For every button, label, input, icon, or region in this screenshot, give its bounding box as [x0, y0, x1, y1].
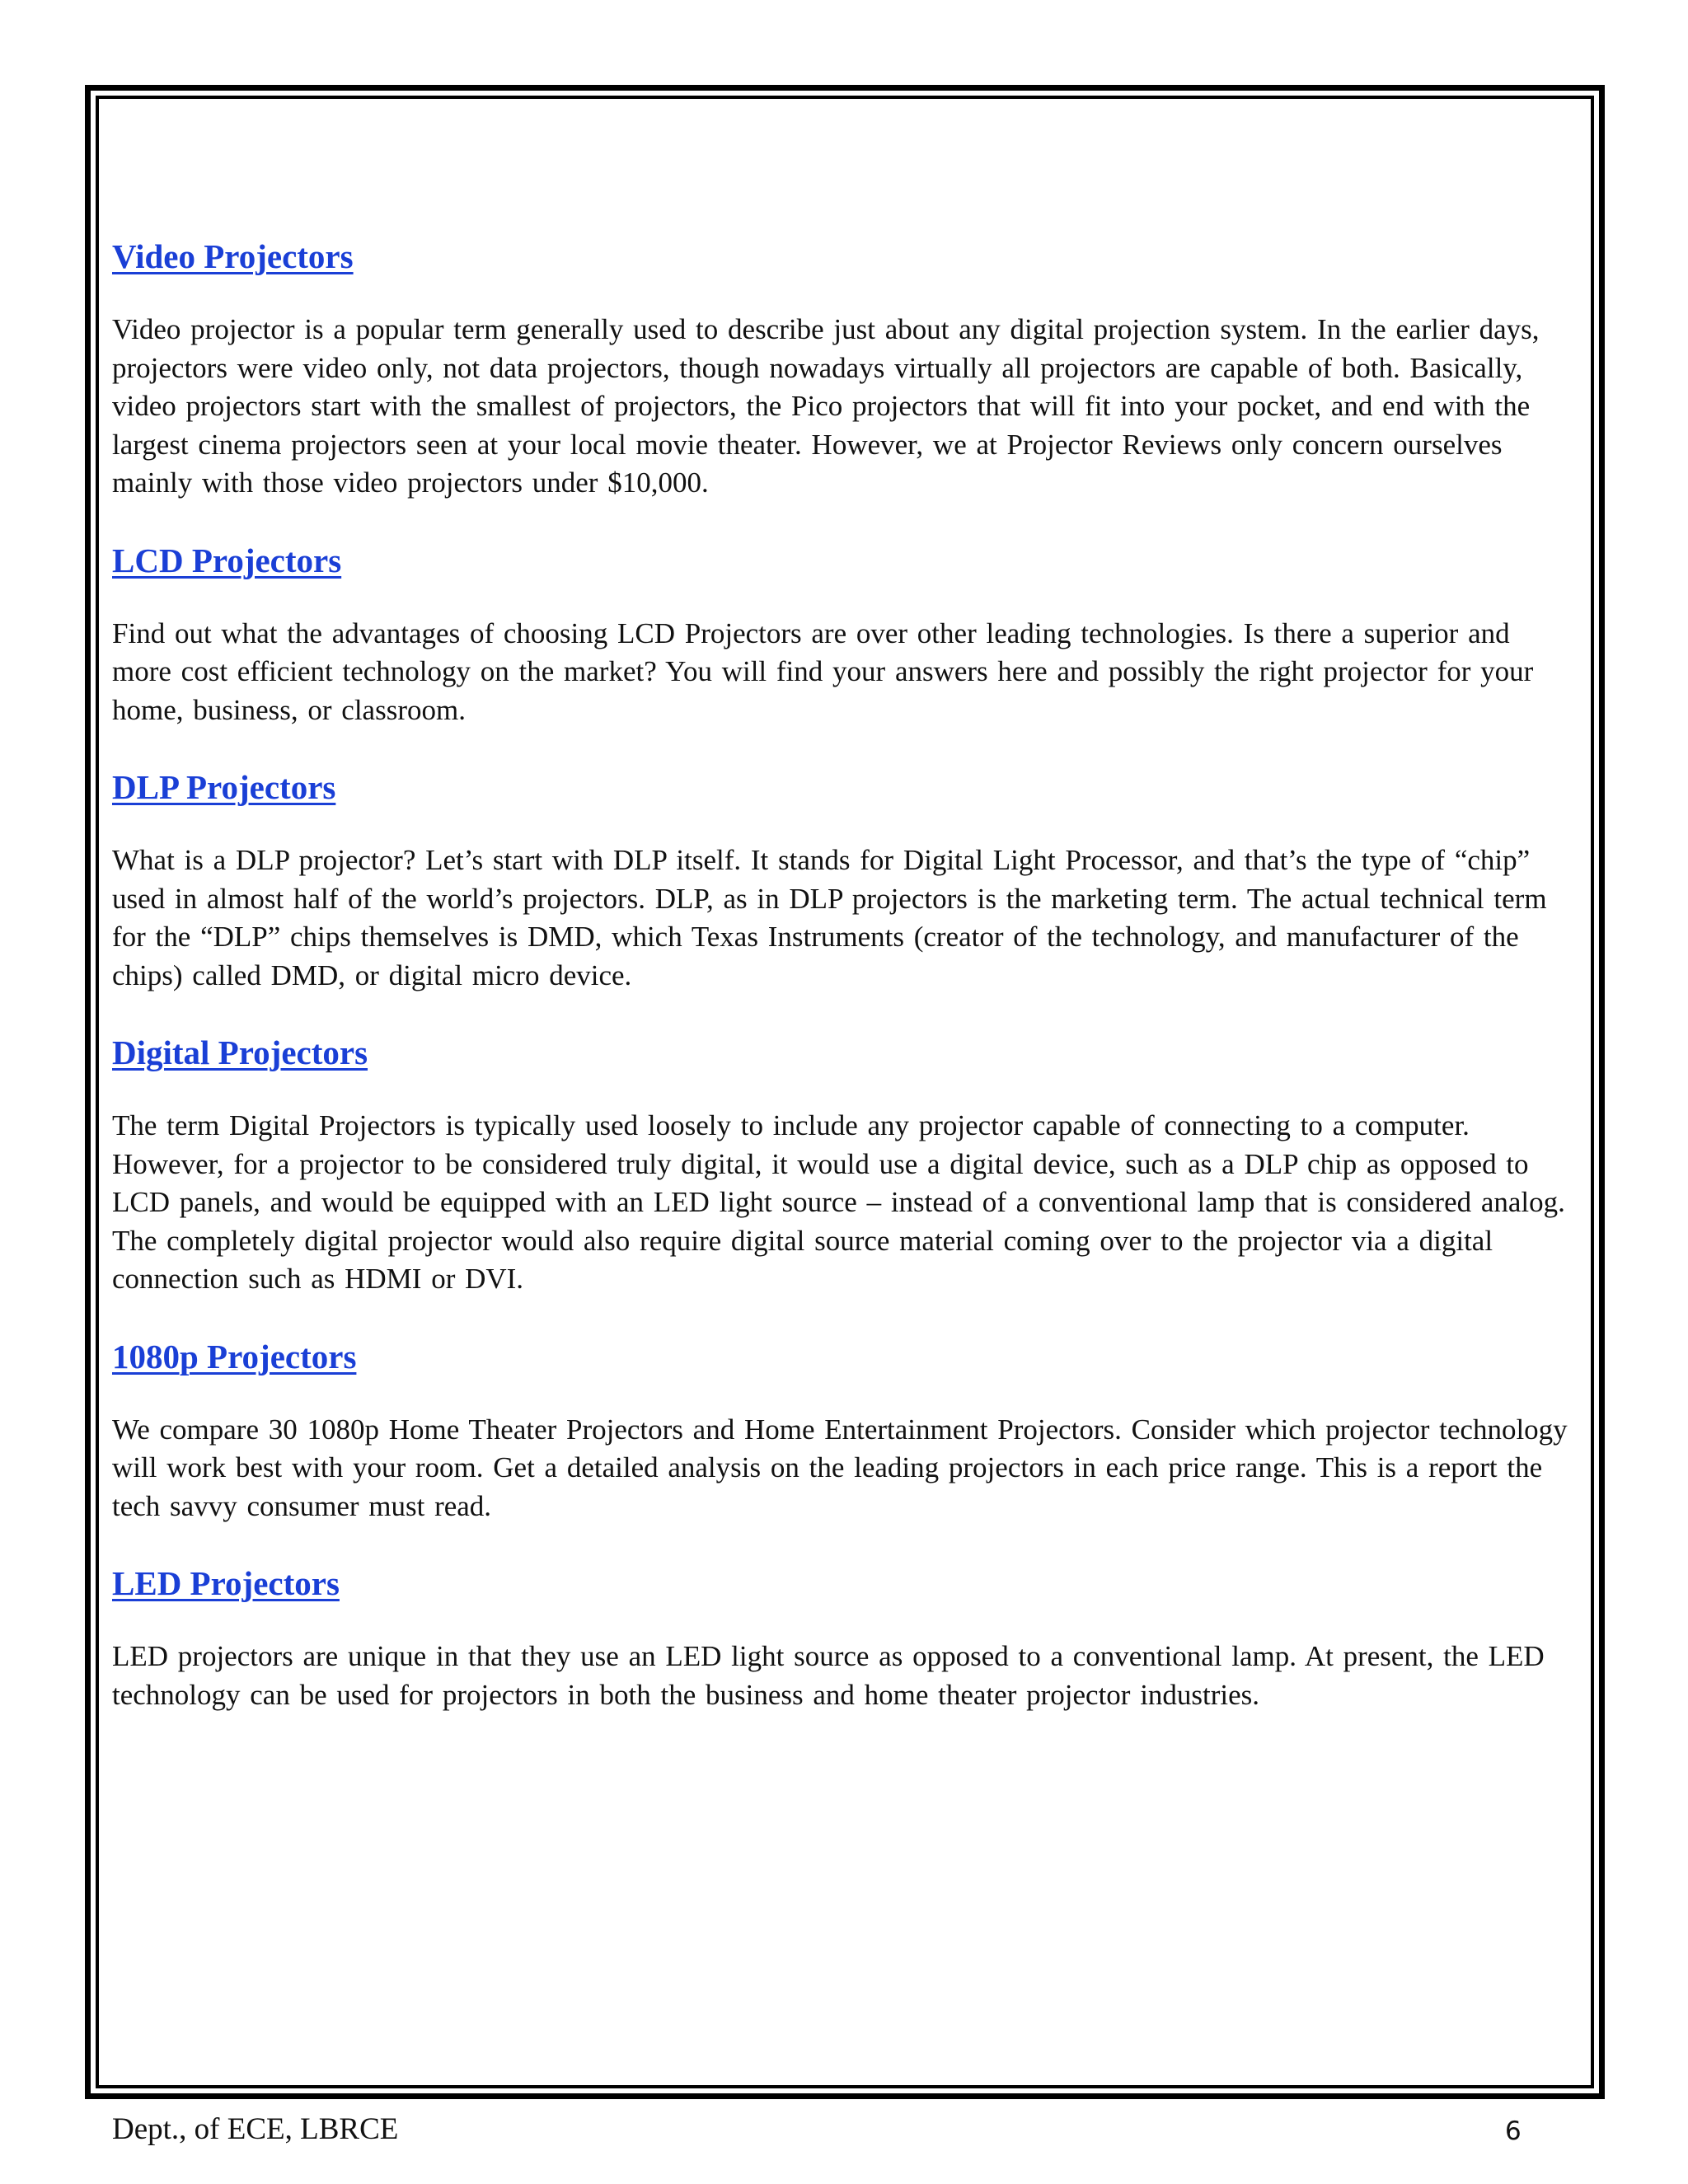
footer-page-number: 6	[1505, 2116, 1522, 2146]
footer-department: Dept., of ECE, LBRCE	[112, 2112, 399, 2146]
section-digital-projectors	[112, 1031, 1571, 1299]
heading-link-led-projectors[interactable]: LED Projectors	[112, 1564, 340, 1602]
paragraph-lcd-projectors: Find out what the advantages of choosing LCD Projectors are over other leading technologies. Is there a superior and more cost efficient technology on the market? You will find your answers here and possibly the right projector for your home, business, or classroom.	[112, 616, 1534, 726]
document-content	[112, 235, 1571, 1750]
paragraph-video-projectors: Video projector is a popular term generally used to describe just about any digital projection system. In the earlier days, projectors were video only, not data projectors, though nowadays virtually all projectors are capable of both. Basically, video projectors start with the smallest of projectors, the Pico projectors that will fit into your pocket, and end with the largest cinema projectors seen at your local movie theater. However, we at Projector Reviews only concern ourselves mainly with those video projectors under $10,000.	[112, 313, 1540, 499]
section-1080p-projectors	[112, 1335, 1571, 1526]
heading-link-video-projectors[interactable]: Video Projectors	[112, 237, 354, 275]
heading-link-dlp-projectors[interactable]: DLP Projectors	[112, 768, 336, 806]
paragraph-dlp-projectors: What is a DLP projector? Let’s start with DLP itself. It stands for Digital Light Processor, and that’s the type of “chip” used in almost half of the world’s projectors. DLP, as in DLP projectors is the marketing term. The actual technical term for the “DLP” chips themselves is DMD, which Texas Instruments (creator of the technology, and manufacturer of the chips) called DMD, or digital micro device.	[112, 844, 1547, 991]
heading-link-digital-projectors[interactable]: Digital Projectors	[112, 1033, 368, 1071]
section-led-projectors	[112, 1562, 1571, 1714]
paragraph-led-projectors: LED projectors are unique in that they use an LED light source as opposed to a conventional lamp. At present, the LED technology can be used for projectors in both the business and home theater projector industries.	[112, 1640, 1545, 1711]
heading-link-1080p-projectors[interactable]: 1080p Projectors	[112, 1337, 357, 1376]
paragraph-digital-projectors: The term Digital Projectors is typically used loosely to include any projector capable of connecting to a computer. However, for a projector to be considered truly digital, it would use a digital device, such as a DLP chip as opposed to LCD panels, and would be equipped with an LED light source – instead of a conventional lamp that is considered analog. The completely digital projector would also require digital source material coming over to the projector via a digital connection such as HDMI or DVI.	[112, 1109, 1565, 1295]
section-dlp-projectors	[112, 766, 1571, 995]
paragraph-1080p-projectors: We compare 30 1080p Home Theater Projectors and Home Entertainment Projectors. Consider which projector technology will work best with your room. Get a detailed analysis on the leading projectors in each price range. This is a report the tech savvy consumer must read.	[112, 1413, 1568, 1522]
section-video-projectors	[112, 235, 1571, 503]
heading-link-lcd-projectors[interactable]: LCD Projectors	[112, 541, 342, 579]
section-lcd-projectors	[112, 539, 1571, 730]
